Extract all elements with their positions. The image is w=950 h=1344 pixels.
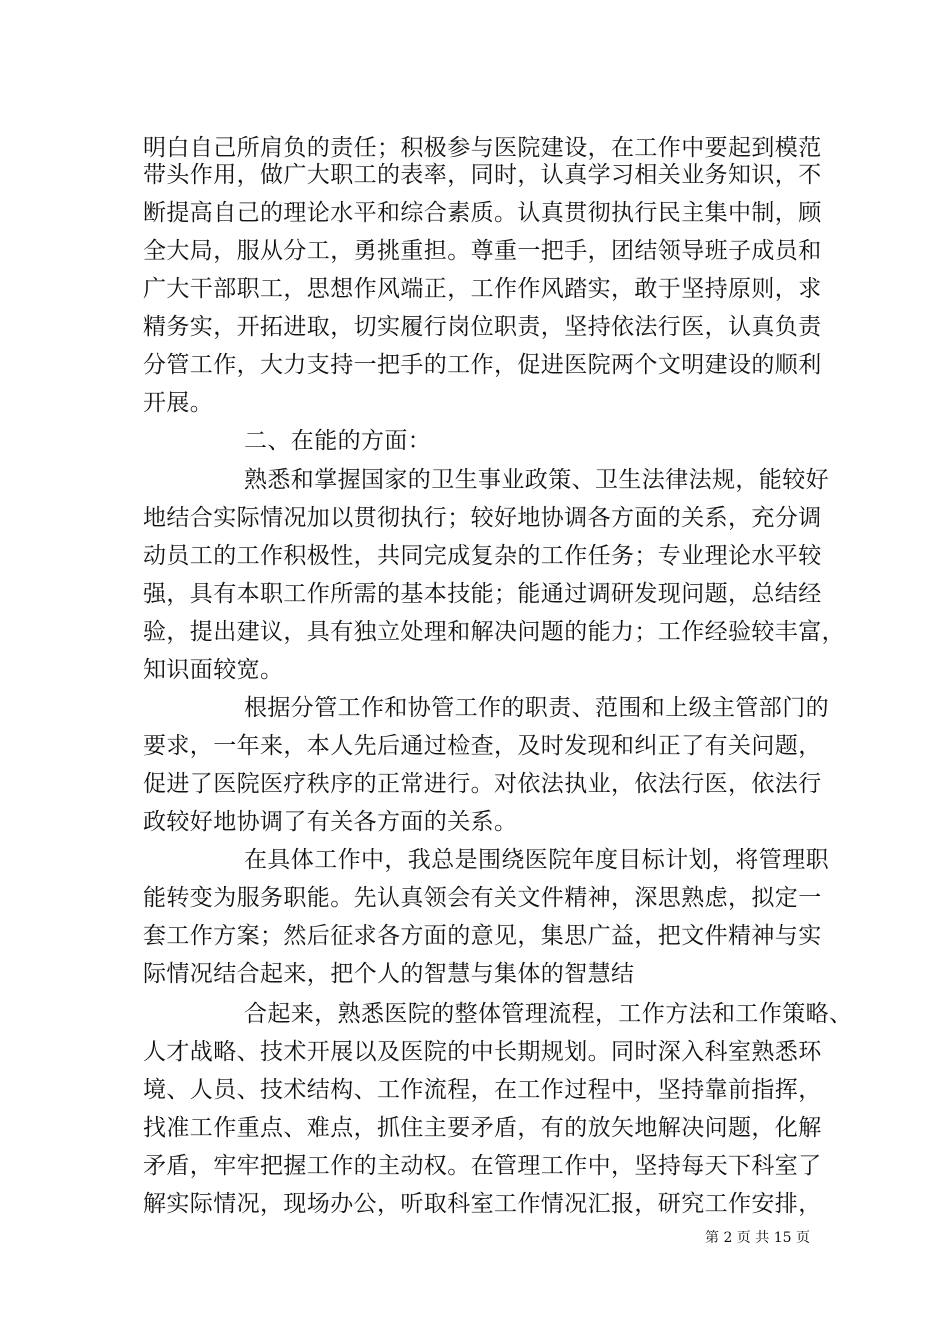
body-text-line: 套工作方案；然后征求各方面的意见，集思广益，把文件精神与实 [143,923,822,949]
body-text-line: 断提高自己的理论水平和综合素质。认真贯彻执行民主集中制，顾 [143,200,822,226]
body-text-line: 解实际情况，现场办公，听取科室工作情况汇报，研究工作安排， [143,1191,822,1217]
body-text-line: 地结合实际情况加以贯彻执行；较好地协调各方面的关系，充分调 [143,505,822,531]
page-number-footer: 第 2 页 共 15 页 [705,1230,810,1246]
body-text-line: 带头作用，做广大职工的表率，同时，认真学习相关业务知识，不 [143,162,822,188]
body-text-line: 际情况结合起来，把个人的智慧与集体的智慧结 [143,961,635,987]
paragraph-first-line: 根据分管工作和协管工作的职责、范围和上级主管部门的 [244,695,829,721]
body-text-line: 明白自己所肩负的责任；积极参与医院建设，在工作中要起到模范 [143,135,822,161]
body-text-line: 境、人员、技术结构、工作流程，在工作过程中，坚持靠前指挥， [143,1077,822,1103]
body-text-line: 能转变为服务职能。先认真领会有关文件精神，深思熟虑，拟定一 [143,885,822,911]
body-text-line: 强，具有本职工作所需的基本技能；能通过调研发现问题，总结经 [143,581,822,607]
paragraph-first-line: 合起来，熟悉医院的整体管理流程，工作方法和工作策略、 [244,1001,853,1027]
body-text-line: 矛盾，牢牢把握工作的主动权。在管理工作中，坚持每天下科室了 [143,1153,822,1179]
paragraph-first-line: 在具体工作中，我总是围绕医院年度目标计划，将管理职 [244,847,829,873]
body-text-line: 精务实，开拓进取，切实履行岗位职责，坚持依法行医，认真负责 [143,314,822,340]
section-heading: 二、在能的方面： [244,428,432,454]
body-text-line: 政较好地协调了有关各方面的关系。 [143,809,518,835]
body-text-line: 动员工的工作积极性，共同完成复杂的工作任务；专业理论水平较 [143,543,822,569]
body-text-line: 要求，一年来，本人先后通过检查，及时发现和纠正了有关问题， [143,733,822,759]
paragraph-first-line: 熟悉和掌握国家的卫生事业政策、卫生法律法规，能较好 [244,467,829,493]
body-text-line: 促进了医院医疗秩序的正常进行。对依法执业，依法行医，依法行 [143,771,822,797]
body-text-line: 验，提出建议，具有独立处理和解决问题的能力；工作经验较丰富， [143,619,845,645]
body-text-line: 全大局，服从分工，勇挑重担。尊重一把手，团结领导班子成员和 [143,238,822,264]
body-text-line: 广大干部职工，思想作风端正，工作作风踏实，敢于坚持原则，求 [143,276,822,302]
body-text-line: 找准工作重点、难点，抓住主要矛盾，有的放矢地解决问题，化解 [143,1115,822,1141]
body-text-line: 知识面较宽。 [143,657,284,683]
body-text-line: 开展。 [143,390,214,416]
body-text-line: 分管工作，大力支持一把手的工作，促进医院两个文明建设的顺利 [143,352,822,378]
body-text-line: 人才战略、技术开展以及医院的中长期规划。同时深入科室熟悉环 [143,1039,822,1065]
